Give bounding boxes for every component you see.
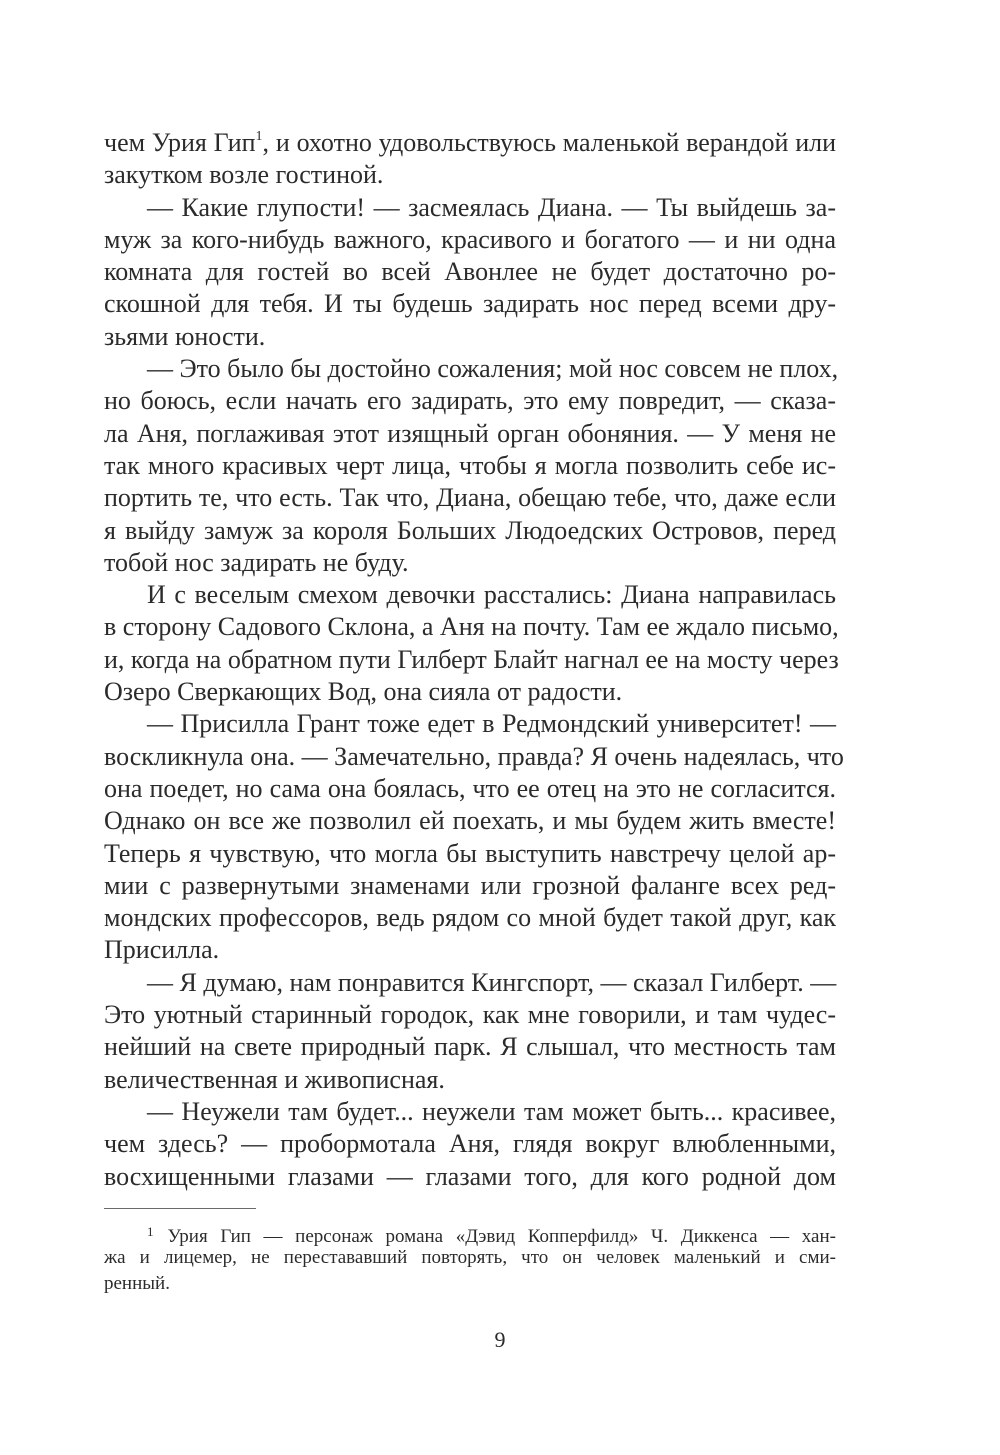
- text-line: восхищенными глазами — глазами того, для кого родной дом: [104, 1161, 836, 1191]
- footnote-mark: 1: [147, 1224, 154, 1239]
- text-line: чем здесь? — пробормотала Аня, глядя вокруг влюбленными,: [104, 1129, 836, 1159]
- text-line: ла Аня, поглаживая этот изящный орган обоняния. — У меня не: [104, 418, 836, 448]
- text-line: Озеро Сверкающих Вод, она сияла от радости.: [104, 677, 623, 707]
- text-line: Теперь я чувствую, что могла бы выступить навстречу целой ар-: [104, 838, 836, 868]
- footnote-divider: [104, 1208, 256, 1209]
- body-text: [104, 127, 844, 1193]
- text-line: И с веселым смехом девочки расстались: Диана направилась: [147, 580, 836, 610]
- text-line: портить те, что есть. Так что, Диана, обещаю тебе, что, даже если: [104, 483, 836, 513]
- text-line: — Неужели там будет... неужели там может быть... красивее,: [147, 1096, 836, 1126]
- footnote-line: жа и лицемер, не перестававший повторять, что он человек маленький и сми-: [104, 1247, 836, 1268]
- text-line: — Присилла Грант тоже едет в Редмондский университет! —: [147, 709, 836, 739]
- text-line: она поедет, но сама она боялась, что ее отец на это не согласится.: [104, 773, 836, 803]
- text-line: я выйду замуж за короля Больших Людоедских Островов, перед: [104, 515, 836, 545]
- text-line: нейший на свете природный парк. Я слышал, что местность там: [104, 1032, 836, 1062]
- footnote-text: Урия Гип — персонаж романа «Дэвид Копперфилд» Ч. Диккенса — хан-: [167, 1226, 836, 1247]
- footnote-line: [104, 1219, 836, 1245]
- text-line: [104, 127, 836, 159]
- text-line: скошной для тебя. И ты будешь задирать нос перед всеми дру-: [104, 289, 836, 319]
- text-line: тобой нос задирать не буду.: [104, 547, 409, 577]
- text-line: величественная и живописная.: [104, 1064, 445, 1094]
- text-line: — Это было бы достойно сожаления; мой нос совсем не плох,: [147, 354, 839, 384]
- text-line: комната для гостей во всей Авонлее не будет достаточно ро-: [104, 257, 836, 287]
- text-line: воскликнула она. — Замечательно, правда? Я очень надеялась, что: [104, 741, 844, 771]
- footnote-line: ренный.: [104, 1273, 170, 1294]
- page-number: 9: [494, 1327, 506, 1352]
- text-line: мондских профессоров, ведь рядом со мной будет такой друг, как: [104, 903, 836, 933]
- text-line: Присилла.: [104, 935, 220, 965]
- text-line: Это уютный старинный городок, как мне говорили, и там чудес-: [104, 1000, 836, 1030]
- text-line: зьями юности.: [104, 321, 266, 351]
- text-line: но боюсь, если начать его задирать, это ему повредит, — сказа-: [104, 386, 836, 416]
- text-line: закутком возле гостиной.: [104, 160, 384, 190]
- footnote-block: [104, 1219, 836, 1297]
- text-line: — Какие глупости! — засмеялась Диана. — Ты выйдешь за-: [147, 192, 836, 222]
- text-line: муж за кого-нибудь важного, красивого и богатого — и ни одна: [104, 224, 836, 254]
- text-line: так много красивых черт лица, чтобы я могла позволить себе ис-: [104, 450, 836, 480]
- text-segment: чем Урия Гип: [104, 128, 256, 157]
- text-segment: , и охотно удовольствуюсь маленькой верандой или: [262, 128, 836, 157]
- text-line: Однако он все же позволил ей поехать, и мы будем жить вместе!: [104, 806, 836, 836]
- text-line: и, когда на обратном пути Гилберт Блайт нагнал ее на мосту через: [104, 644, 839, 674]
- text-line: мии с развернутыми знаменами или грозной фаланге всех ред-: [104, 870, 836, 900]
- text-line: — Я думаю, нам понравится Кингспорт, — сказал Гилберт. —: [147, 967, 837, 997]
- footnote-reference[interactable]: 1: [255, 129, 263, 144]
- text-line: в сторону Садового Склона, а Аня на почту. Там ее ждало письмо,: [104, 612, 839, 642]
